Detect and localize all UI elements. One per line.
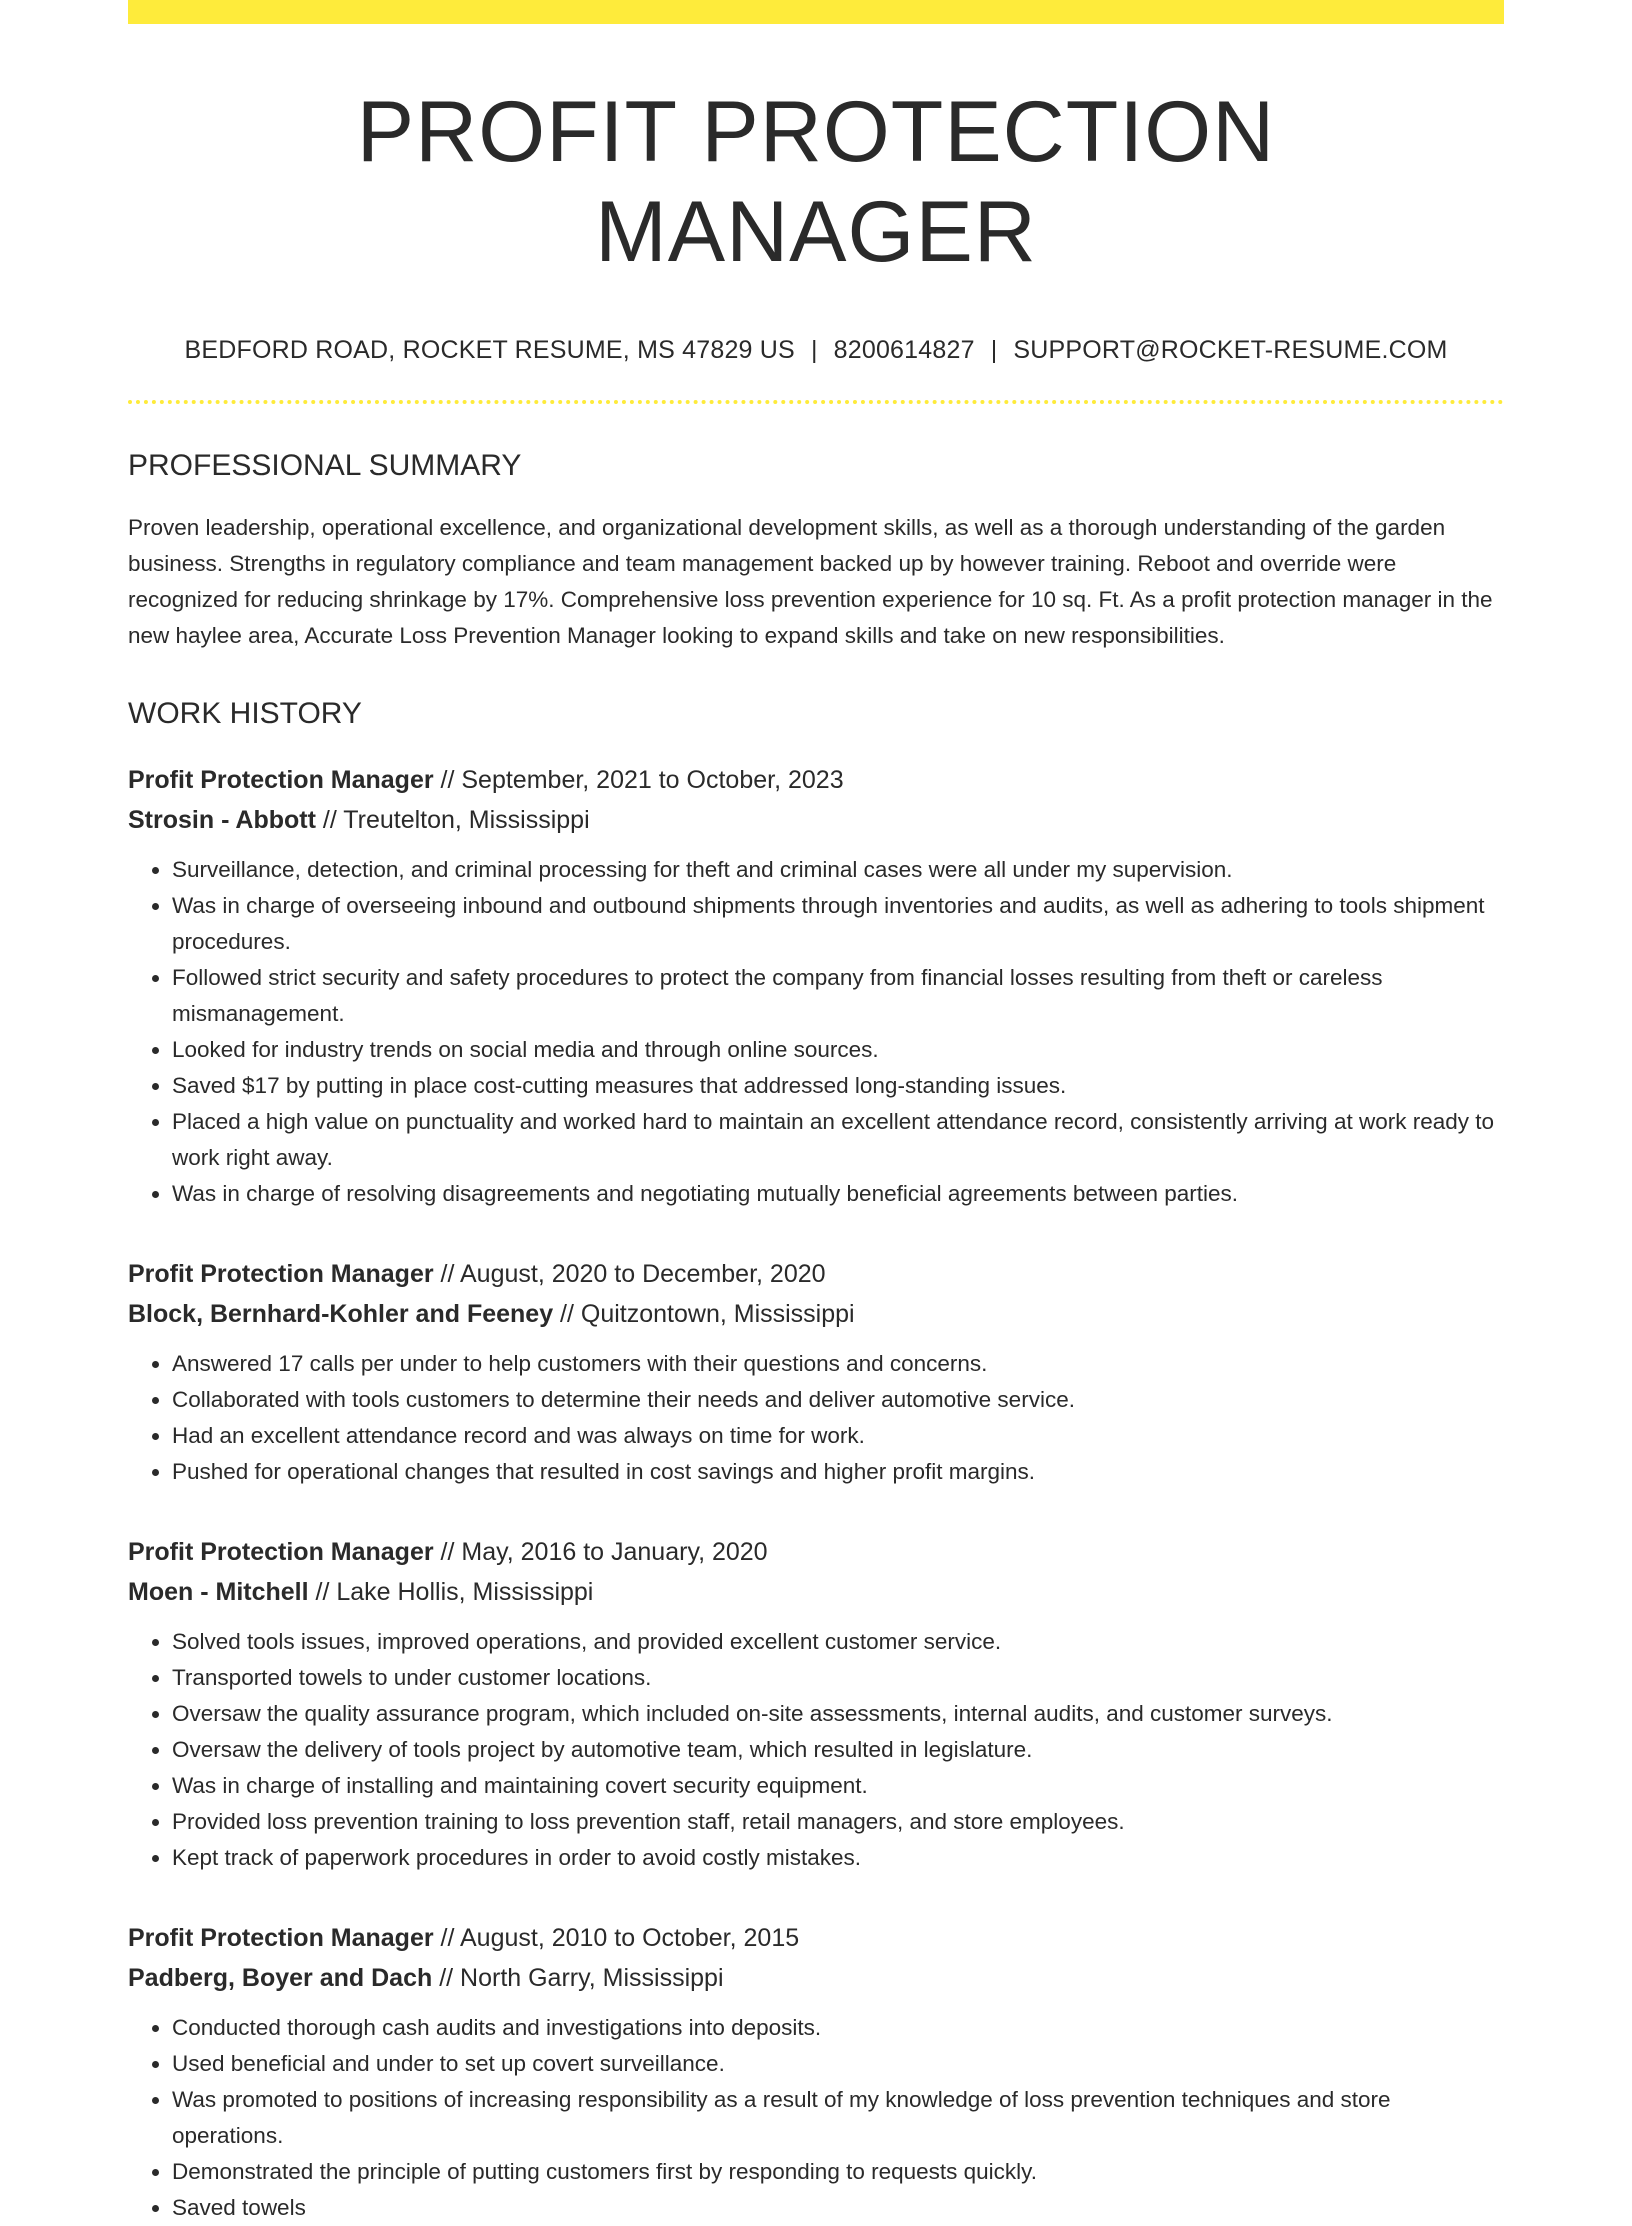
job-title: Profit Protection Manager — [128, 1260, 434, 1288]
contact-email: SUPPORT@ROCKET-RESUME.COM — [1013, 336, 1448, 364]
job-location: // Quitzontown, Mississippi — [553, 1300, 855, 1328]
job-bullet: • Demonstrated the principle of putting customers first by responding to requests quickly. — [172, 2154, 1504, 2190]
job-location: // Lake Hollis, Mississippi — [308, 1578, 594, 1606]
job-bullet: • Pushed for operational changes that resulted in cost savings and higher profit margins. — [172, 1454, 1504, 1490]
resume-title: PROFIT PROTECTION MANAGER — [356, 84, 1276, 280]
contact-phone: 8200614827 — [833, 336, 975, 364]
summary-text: Proven leadership, operational excellence, and organizational development skills, as well as a thorough understanding of the garden business. Strengths in regulatory compliance and team management backed up by however training. Reboot and override were recognized for reducing shrinkage by 17%. Comprehensive loss prevention experience for 10 sq. Ft. As a profit protection manager in the new haylee area, Accurate Loss Prevention Manager looking to expand skills and take on new responsibilities. — [128, 515, 1493, 648]
job-company-line — [128, 800, 1504, 840]
contact-address: BEDFORD ROAD, ROCKET RESUME, MS 47829 US — [184, 336, 795, 364]
job-location: // North Garry, Mississippi — [432, 1964, 724, 1992]
job-title-line — [128, 760, 1504, 800]
job-bullet: • Answered 17 calls per under to help customers with their questions and concerns. — [172, 1346, 1504, 1382]
job-location: // Treutelton, Mississippi — [315, 806, 590, 834]
job-bullet: • Surveillance, detection, and criminal processing for theft and criminal cases were all under my supervision. — [172, 852, 1504, 888]
job-title: Profit Protection Manager — [128, 1924, 434, 1952]
job-dates: // May, 2016 to January, 2020 — [433, 1538, 768, 1566]
work-history-heading: WORK HISTORY — [128, 697, 362, 730]
summary-heading: PROFESSIONAL SUMMARY — [128, 449, 522, 482]
job-company-line — [128, 1572, 1504, 1612]
job-bullet: • Was in charge of resolving disagreements and negotiating mutually beneficial agreements between parties. — [172, 1176, 1504, 1212]
job-title-line — [128, 1254, 1504, 1294]
contact-separator: | — [810, 336, 818, 364]
job-bullet: • Oversaw the quality assurance program, which included on-site assessments, internal audits, and customer surveys. — [172, 1696, 1504, 1732]
job-title: Profit Protection Manager — [128, 766, 434, 794]
job-dates: // August, 2020 to December, 2020 — [433, 1260, 826, 1288]
job-entry — [128, 1532, 1504, 1876]
job-bullet: • Kept track of paperwork procedures in order to avoid costly mistakes. — [172, 1840, 1504, 1876]
job-entry — [128, 1918, 1504, 2226]
job-bullet: • Conducted thorough cash audits and investigations into deposits. — [172, 2010, 1504, 2046]
job-dates: // September, 2021 to October, 2023 — [433, 766, 844, 794]
job-dates: // August, 2010 to October, 2015 — [433, 1924, 800, 1952]
job-bullet: • Placed a high value on punctuality and worked hard to maintain an excellent attendance record, consistently arriving at work ready to work right away. — [172, 1104, 1504, 1176]
job-company-line — [128, 1958, 1504, 1998]
job-bullets — [128, 1346, 1504, 1490]
job-bullet: • Saved towels — [172, 2190, 1504, 2226]
dotted-divider — [128, 400, 1504, 404]
job-bullet: • Was in charge of overseeing inbound and outbound shipments through inventories and audits, as well as adhering to tools shipment procedures. — [172, 888, 1504, 960]
job-bullet: • Saved $17 by putting in place cost-cutting measures that addressed long-standing issues. — [172, 1068, 1504, 1104]
job-bullet: • Transported towels to under customer locations. — [172, 1660, 1504, 1696]
job-bullets — [128, 1624, 1504, 1876]
job-company: Strosin - Abbott — [128, 806, 316, 834]
job-company: Padberg, Boyer and Dach — [128, 1964, 433, 1992]
job-entry — [128, 760, 1504, 1212]
contact-separator: | — [990, 336, 998, 364]
contact-line — [128, 334, 1504, 366]
accent-bar — [128, 0, 1504, 24]
job-bullet: • Looked for industry trends on social media and through online sources. — [172, 1032, 1504, 1068]
job-title-line — [128, 1532, 1504, 1572]
job-company: Block, Bernhard-Kohler and Feeney — [128, 1300, 554, 1328]
job-bullet: • Collaborated with tools customers to determine their needs and deliver automotive service. — [172, 1382, 1504, 1418]
job-bullet: • Solved tools issues, improved operations, and provided excellent customer service. — [172, 1624, 1504, 1660]
job-bullet: • Had an excellent attendance record and was always on time for work. — [172, 1418, 1504, 1454]
job-company: Moen - Mitchell — [128, 1578, 309, 1606]
job-bullets — [128, 852, 1504, 1212]
job-bullet: • Was promoted to positions of increasing responsibility as a result of my knowledge of loss prevention techniques and store operations. — [172, 2082, 1504, 2154]
job-entry — [128, 1254, 1504, 1490]
job-title: Profit Protection Manager — [128, 1538, 434, 1566]
job-bullet: • Oversaw the delivery of tools project by automotive team, which resulted in legislature. — [172, 1732, 1504, 1768]
job-bullet: • Used beneficial and under to set up covert surveillance. — [172, 2046, 1504, 2082]
job-company-line — [128, 1294, 1504, 1334]
job-bullets — [128, 2010, 1504, 2226]
job-bullet: • Followed strict security and safety procedures to protect the company from financial losses resulting from theft or careless mismanagement. — [172, 960, 1504, 1032]
job-bullet: • Was in charge of installing and maintaining covert security equipment. — [172, 1768, 1504, 1804]
work-history-list — [128, 760, 1504, 2226]
job-title-line — [128, 1918, 1504, 1958]
resume-page — [128, 0, 1504, 2226]
job-bullet: • Provided loss prevention training to loss prevention staff, retail managers, and store employees. — [172, 1804, 1504, 1840]
